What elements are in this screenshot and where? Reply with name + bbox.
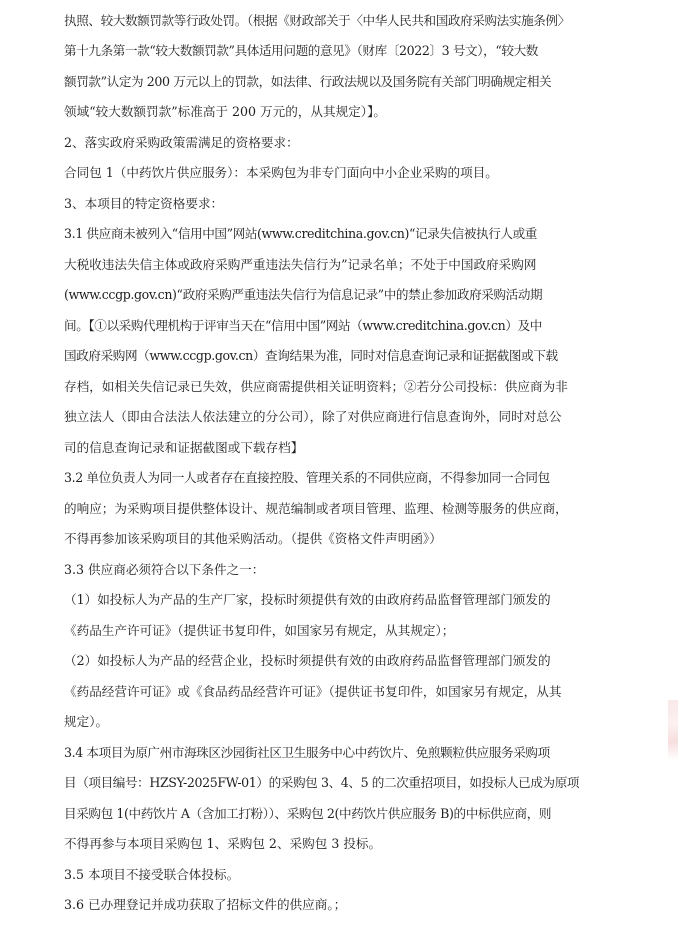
- seal-stamp-edge: [668, 700, 678, 760]
- text-line: 国政府采购网（www.ccgp.gov.cn）查询结果为准，同时对信息查询记录和证据截图或下载: [64, 348, 558, 363]
- text-line: 3.2 单位负责人为同一人或者存在直接控股、管理关系的不同供应商，不得参加同一合同包: [64, 470, 550, 485]
- text-line: (www.ccgp.gov.cn)“政府采购严重违法失信行为信息记录”中的禁止参加政府采购活动期: [64, 287, 543, 302]
- text-line: 3.4 本项目为原广州市海珠区沙园街社区卫生服务中心中药饮片、免煎颗粒供应服务采购项: [64, 745, 550, 760]
- text-line: 间。【①以采购代理机构于评审当天在“信用中国”网站（www.creditchina.gov.cn）及中: [64, 318, 542, 333]
- text-line: 《药品经营许可证》或《食品药品经营许可证》（提供证书复印件，如国家另有规定，从其: [64, 684, 562, 699]
- text-line: 存档，如相关失信记录已失效，供应商需提供相关证明资料；②若分公司投标：供应商为非: [64, 379, 568, 394]
- text-line: （2）如投标人为产品的经营企业，投标时须提供有效的由政府药品监督管理部门颁发的: [64, 653, 551, 668]
- text-line: 司的信息查询记录和证据截图或下载存档】: [64, 440, 304, 455]
- text-line: 2、落实政府采购政策需满足的资格要求：: [64, 135, 299, 150]
- text-line: 规定）。: [64, 714, 109, 729]
- text-line: 第十九条第一款“较大数额罚款”具体适用问题的意见》（财库〔2022〕3 号文），“较大数: [64, 43, 538, 58]
- text-line: 额罚款”认定为 200 万元以上的罚款，如法律、行政法规以及国务院有关部门明确规定相关: [64, 74, 552, 89]
- text-line: 不得再参加该采购项目的其他采购活动。（提供《资格文件声明函》）: [64, 531, 442, 546]
- text-line: 大税收违法失信主体或政府采购严重违法失信行为”记录名单；不处于中国政府采购网: [64, 257, 537, 272]
- text-line: 3.6 已办理登记并成功获取了招标文件的供应商。；: [64, 897, 347, 912]
- text-line: 3.1 供应商未被列入“信用中国”网站(www.creditchina.gov.cn)“记录失信被执行人或重: [64, 226, 537, 241]
- text-line: 《药品生产许可证》（提供证书复印件，如国家另有规定，从其规定）；: [64, 623, 455, 638]
- text-line: 目（项目编号：HZSY-2025FW-01）的采购包 3、4、5 的二次重招项目，如投标人已成为原项: [64, 775, 580, 790]
- text-line: 执照、较大数额罚款等行政处罚。（根据《财政部关于〈中华人民共和国政府采购法实施条例〉: [64, 13, 570, 28]
- text-line: 不得再参与本项目采购包 1、采购包 2、采购包 3 投标。: [64, 836, 382, 851]
- text-line: 合同包 1（中药饮片供应服务）：本采购包为非专门面向中小企业采购的项目。: [64, 165, 498, 180]
- text-line: 3.3 供应商必须符合以下条件之一：: [64, 562, 265, 577]
- text-line: 3.5 本项目不接受联合体投标。: [64, 867, 240, 882]
- text-line: 3、本项目的特定资格要求：: [64, 196, 224, 211]
- text-line: 的响应；为采购项目提供整体设计、规范编制或者项目管理、监理、检测等服务的供应商，: [64, 501, 568, 516]
- text-line: 目采购包 1(中药饮片 A（含加工打粉））、采购包 2(中药饮片供应服务 B)的中标供应商，则: [64, 806, 552, 821]
- text-line: 领域“较大数额罚款”标准高于 200 万元的，从其规定）】。: [64, 104, 386, 119]
- text-line: 独立法人（即由合法法人依法建立的分公司），除了对供应商进行信息查询外，同时对总公: [64, 409, 562, 424]
- text-line: （1）如投标人为产品的生产厂家，投标时须提供有效的由政府药品监督管理部门颁发的: [64, 592, 551, 607]
